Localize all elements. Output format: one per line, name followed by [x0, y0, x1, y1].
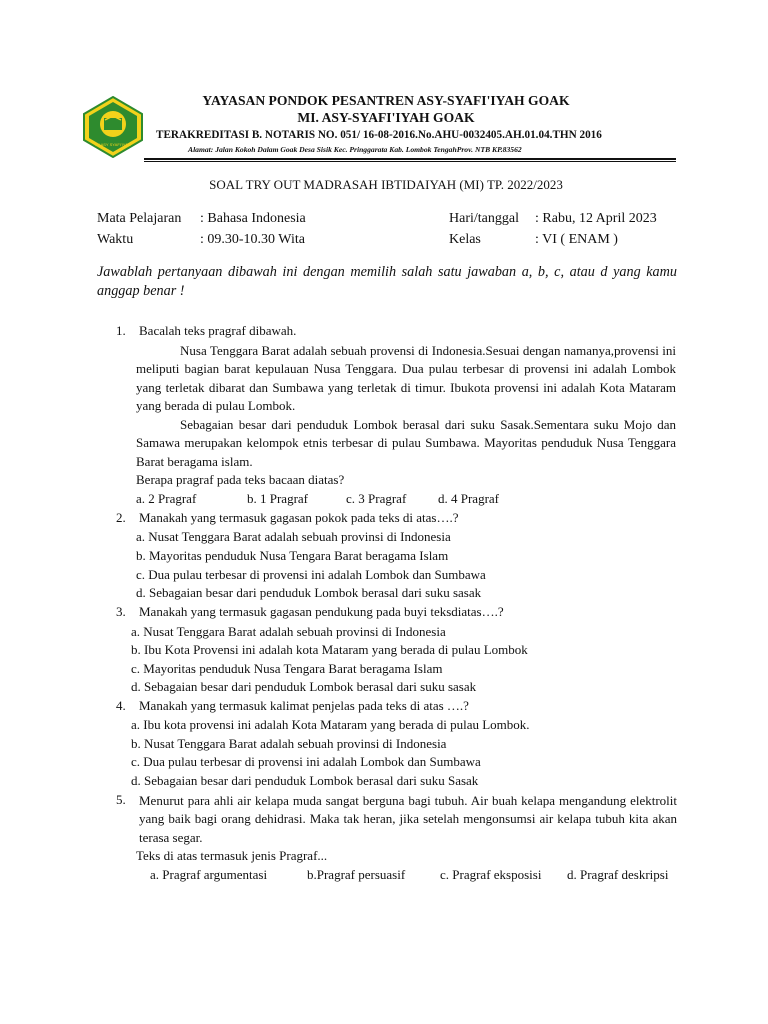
- q5-text: Menurut para ahli air kelapa muda sangat berguna bagi tubuh. Air buah kelapa mengandung elektrolit yang baik bagi orang dehidrasi. Maka tak heran, jika setelah mengonsumsi air kelapa tubuh kita akan terasa segar.: [139, 793, 677, 845]
- q4-option-c[interactable]: c. Dua pulau terbesar di provensi ini adalah Lombok dan Sumbawa: [131, 754, 481, 769]
- instruction: Jawablah pertanyaan dibawah ini dengan memilih salah satu jawaban a, b, c, atau d yang kamu anggap benar !: [97, 264, 677, 299]
- q5-option-c[interactable]: c. Pragraf eksposisi: [440, 867, 542, 882]
- q3-text: Manakah yang termasuk gagasan pendukung pada buyi teksdiatas….?: [139, 604, 504, 619]
- q4-option-d[interactable]: d. Sebagaian besar dari penduduk Lombok berasal dari suku Sasak: [131, 773, 479, 788]
- header-divider: [144, 158, 676, 160]
- q4-text: Manakah yang termasuk kalimat penjelas pada teks di atas ….?: [139, 698, 469, 713]
- class-value: : VI ( ENAM ): [535, 232, 618, 247]
- q1-paragraph-1: Nusa Tenggara Barat adalah sebuah provensi di Indonesia.Sesuai dengan namanya,provensi ini meliputi bagian barat kepulauan Nusa Tenggara. Dua pulau terbesar di provensi ini adalah Lombok yang terletak dibarat dan Sumbawa yang terletak di timur. Ibukota provensi ini adalah Kota Mataram yang berada di pulau Lombok.: [136, 343, 676, 414]
- date-label: Hari/tanggal: [449, 211, 519, 226]
- q2-option-d[interactable]: d. Sebagaian besar dari penduduk Lombok berasal dari suku sasak: [136, 585, 482, 600]
- q3-option-a[interactable]: a. Nusat Tenggara Barat adalah sebuah provinsi di Indonesia: [131, 624, 446, 639]
- q2-option-a[interactable]: a. Nusat Tenggara Barat adalah sebuah provinsi di Indonesia: [136, 529, 451, 544]
- q1-option-b[interactable]: b. 1 Pragraf: [247, 491, 309, 506]
- q1-number: 1.: [116, 323, 126, 338]
- q4-number: 4.: [116, 698, 126, 713]
- q5-option-d[interactable]: d. Pragraf deskripsi: [567, 867, 669, 882]
- school-name: MI. ASY-SYAFI'IYAH GOAK: [297, 110, 475, 125]
- class-label: Kelas: [449, 232, 481, 247]
- q1-option-d[interactable]: d. 4 Pragraf: [438, 491, 500, 506]
- foundation-name: YAYASAN PONDOK PESANTREN ASY-SYAFI'IYAH GOAK: [202, 93, 570, 108]
- date-value: : Rabu, 12 April 2023: [535, 211, 657, 226]
- time-value: : 09.30-10.30 Wita: [200, 232, 305, 247]
- address-line: Alamat: Jalan Kokoh Dalam Goak Desa Sisik Kec. Pringgarata Kab. Lombok TengahProv. NTB KP.83562: [188, 145, 522, 154]
- q3-option-c[interactable]: c. Mayoritas penduduk Nusa Tengara Barat beragama Islam: [131, 661, 443, 676]
- q5-option-b[interactable]: b.Pragraf persuasif: [307, 867, 406, 882]
- school-logo: [82, 96, 144, 158]
- q1-option-c[interactable]: c. 3 Pragraf: [346, 491, 407, 506]
- header-divider-thin: [144, 161, 676, 162]
- exam-title: SOAL TRY OUT MADRASAH IBTIDAIYAH (MI) TP. 2022/2023: [209, 177, 563, 192]
- q1-text: Bacalah teks pragraf dibawah.: [139, 323, 297, 338]
- q1-paragraph-2: Sebagaian besar dari penduduk Lombok berasal dari suku Sasak.Sementara suku Mojo dan Samawa merupakan kelompok etnis terbesar di pulau Sumbawa. Mayoritas penduduk Nusa Tenggara Barat beragama islam.: [136, 417, 676, 469]
- q5-number: 5.: [116, 792, 126, 807]
- q3-option-d[interactable]: d. Sebagaian besar dari penduduk Lombok berasal dari suku sasak: [131, 679, 477, 694]
- q3-option-b[interactable]: b. Ibu Kota Provensi ini adalah kota Mataram yang berada di pulau Lombok: [131, 642, 528, 657]
- q2-text: Manakah yang termasuk gagasan pokok pada teks di atas….?: [139, 510, 459, 525]
- subject-label: Mata Pelajaran: [97, 211, 182, 226]
- q2-option-c[interactable]: c. Dua pulau terbesar di provensi ini adalah Lombok dan Sumbawa: [136, 567, 486, 582]
- q2-option-b[interactable]: b. Mayoritas penduduk Nusa Tengara Barat beragama Islam: [136, 548, 449, 563]
- q5-option-a[interactable]: a. Pragraf argumentasi: [150, 867, 268, 882]
- q4-option-a[interactable]: a. Ibu kota provensi ini adalah Kota Mataram yang berada di pulau Lombok.: [131, 717, 530, 732]
- logo-text: MI ASY SYAFI'IYAH: [95, 142, 131, 147]
- accreditation-line: TERAKREDITASI B. NOTARIS NO. 051/ 16-08-2016.No.AHU-0032405.AH.01.04.THN 2016: [156, 129, 602, 141]
- q3-number: 3.: [116, 604, 126, 619]
- q1-question: Berapa pragraf pada teks bacaan diatas?: [136, 472, 345, 487]
- q5-question: Teks di atas termasuk jenis Pragraf...: [136, 848, 328, 863]
- q2-number: 2.: [116, 510, 126, 525]
- time-label: Waktu: [97, 232, 134, 247]
- q4-option-b[interactable]: b. Nusat Tenggara Barat adalah sebuah provinsi di Indonesia: [131, 736, 447, 751]
- q1-option-a[interactable]: a. 2 Pragraf: [136, 491, 197, 506]
- subject-value: : Bahasa Indonesia: [200, 211, 306, 226]
